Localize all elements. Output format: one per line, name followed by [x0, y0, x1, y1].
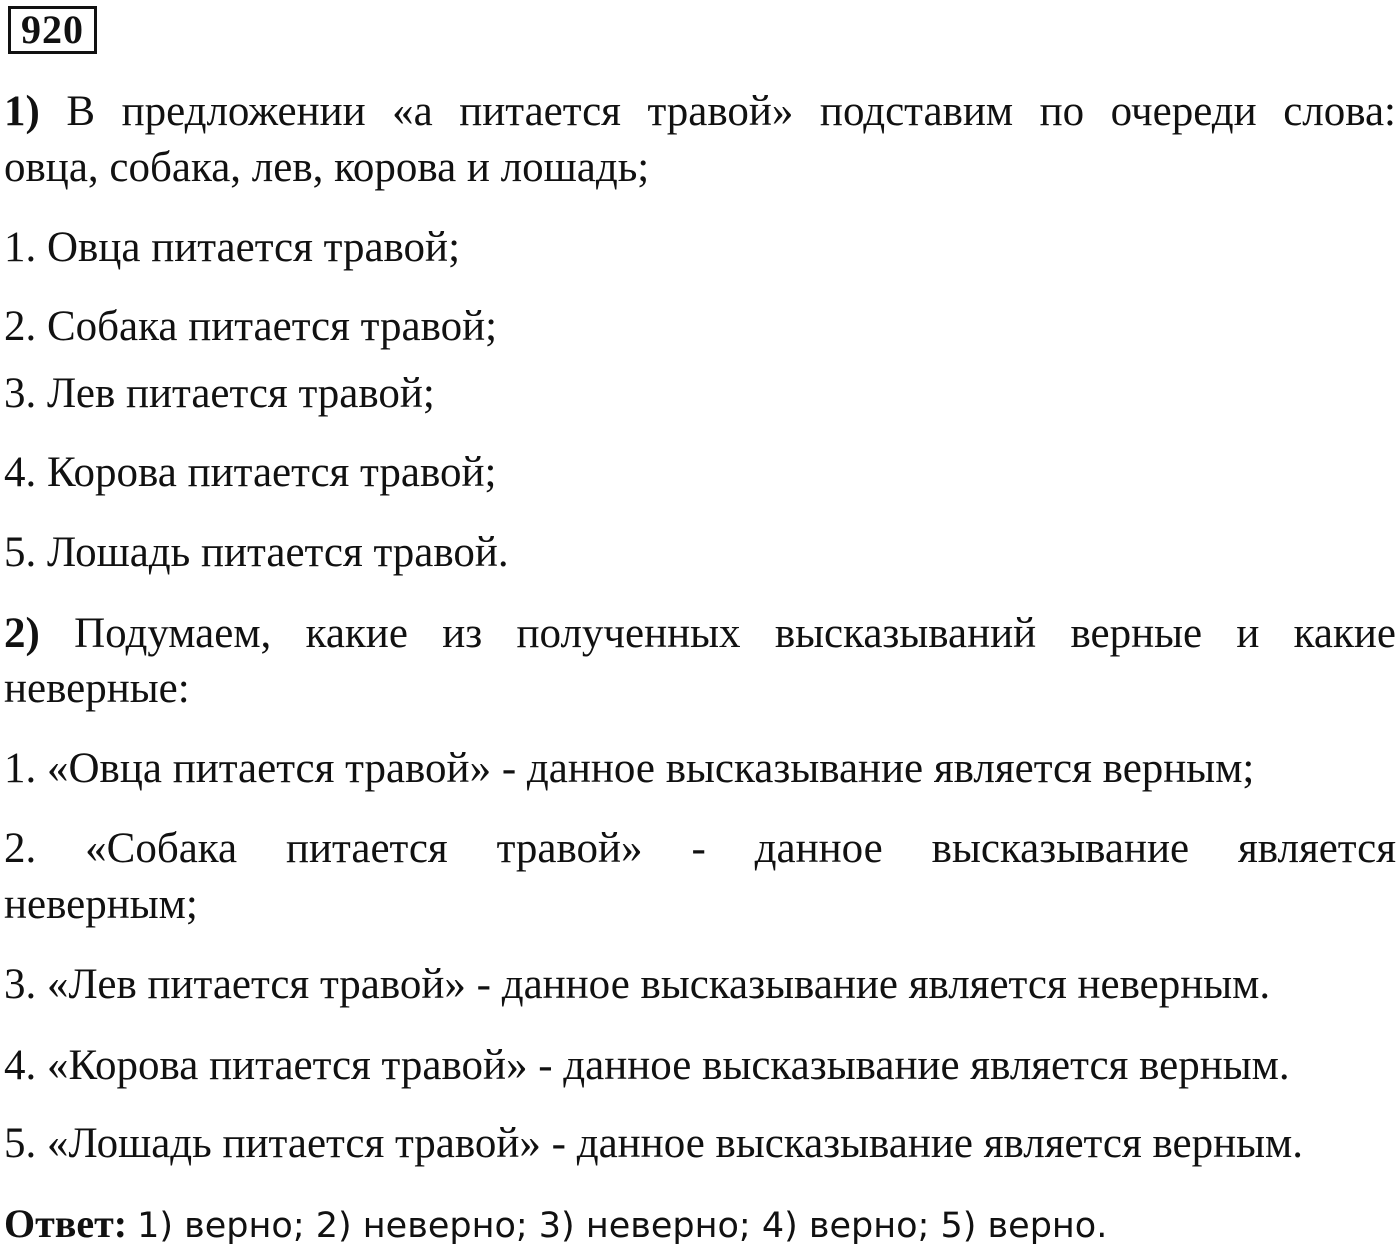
- part1-intro-text: В предложении «а питается травой» подставим по очереди слова:: [66, 88, 1397, 135]
- part2-item-4: 4. «Корова питается травой» - данное высказывание является верным.: [4, 1042, 1290, 1089]
- part2-item-3: 3. «Лев питается травой» - данное высказывание является неверным.: [4, 961, 1271, 1008]
- part1-marker: 1): [4, 88, 40, 135]
- part1-item-4: 4. Корова питается травой;: [4, 449, 497, 496]
- part1-item-5: 5. Лошадь питается травой.: [4, 529, 509, 576]
- answer-label: Ответ:: [4, 1201, 128, 1246]
- part1-item-2: 2. Собака питается травой;: [4, 303, 498, 350]
- part2-marker: 2): [4, 610, 40, 657]
- part2-item-1: 1. «Овца питается травой» - данное высказывание является верным;: [4, 745, 1255, 792]
- part1-item-3: 3. Лев питается травой;: [4, 370, 435, 417]
- part2-intro-line1: [4, 606, 1396, 662]
- part2-item-2-line2: неверным;: [4, 881, 198, 928]
- part1-item-1: 1. Овца питается травой;: [4, 224, 461, 271]
- part2-item-2-line1: 2. «Собака питается травой» - данное высказывание является: [4, 825, 1396, 872]
- part2-intro-line2: неверные:: [4, 665, 190, 712]
- part1-intro-line1: [4, 84, 1396, 140]
- answer-line: [4, 1196, 1107, 1254]
- part1-intro-line2: овца, собака, лев, корова и лошадь;: [4, 144, 650, 191]
- exercise-number: 920: [8, 6, 97, 54]
- part2-item-5: 5. «Лошадь питается травой» - данное высказывание является верным.: [4, 1120, 1303, 1167]
- answer-text: 1) верно; 2) неверно; 3) неверно; 4) верно; 5) верно.: [137, 1206, 1108, 1246]
- part2-intro-text: Подумаем, какие из полученных высказываний верные и какие: [74, 610, 1396, 657]
